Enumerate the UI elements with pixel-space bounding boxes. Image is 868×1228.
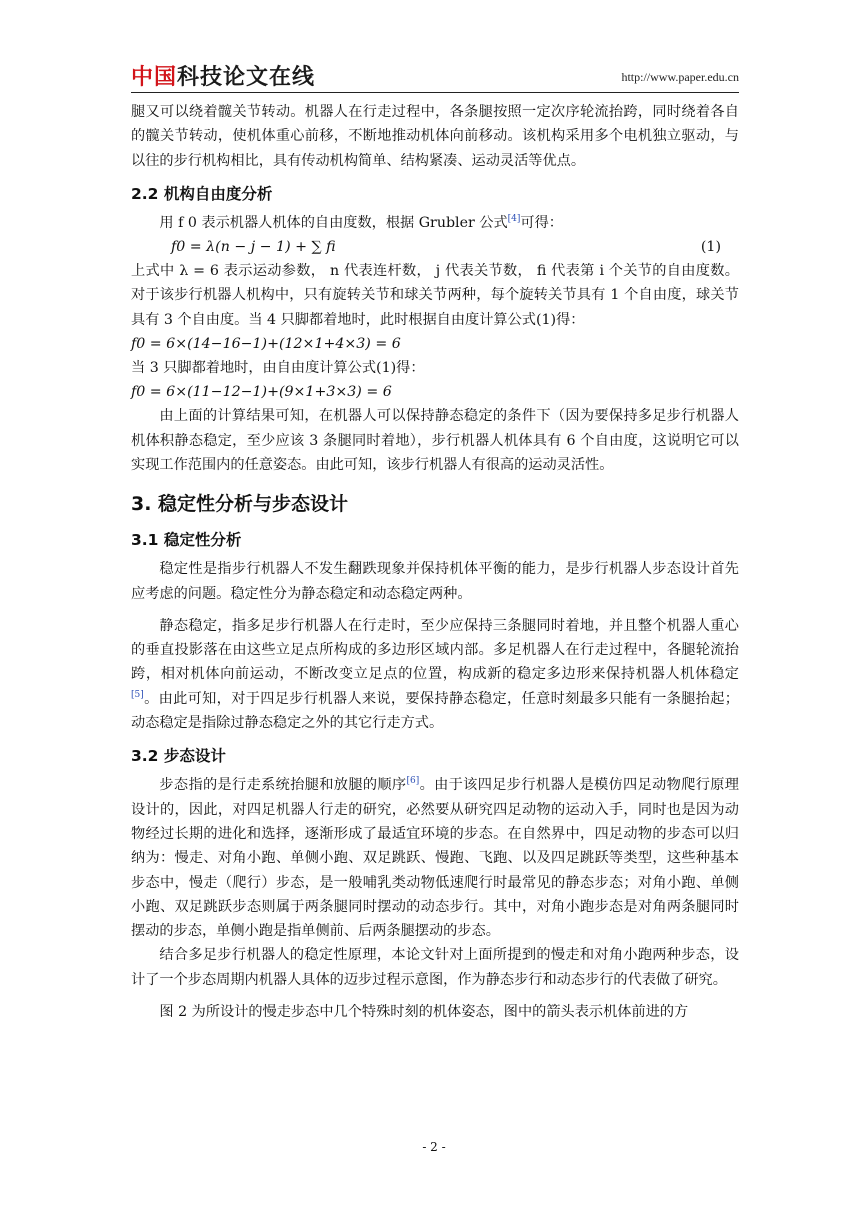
page-header	[131, 60, 739, 90]
logo-dark-text: 科技论文在线	[177, 65, 316, 90]
header-rule	[131, 92, 739, 93]
text-span: 可得：	[520, 214, 563, 231]
section-3-2-paragraph-1	[131, 773, 739, 943]
equation-3	[131, 380, 739, 404]
equation-1-number: (1)	[700, 239, 721, 256]
section-3-1-paragraph-1: 稳定性是指步行机器人不发生翻跌现象并保持机体平衡的能力，是步行机器人步态设计首先应考虑的问题。稳定性分为静态稳定和动态稳定两种。	[131, 561, 739, 602]
text-span: 。由此可知，对于四足步行机器人来说，要保持静态稳定，任意时刻最多只能有一条腿抬起；动态稳定是指除过静态稳定之外的其它行走方式。	[131, 690, 739, 732]
section-2-2-paragraph-2: 上式中 λ = 6 表示运动参数， n 代表连杆数， j 代表关节数， fi 代表第 i 个关节的自由度数。对于该步行机器人机构中，只有旋转关节和球关节两种，每个旋转关节具有 1 个自由度，球关节具有 3 个自由度。当 4 只脚都着地时，此时根据自由度计算公式(1)得：	[131, 263, 739, 328]
section-2-2-paragraph-3: 当 3 只脚都着地时，由自由度计算公式(1)得：	[131, 360, 425, 377]
page-content	[131, 100, 739, 1024]
citation-link[interactable]: [5]	[131, 689, 144, 700]
equation-3-formula: f0 = 6×(11−12−1)+(9×1+3×3) = 6	[131, 384, 392, 401]
paragraph-gap	[131, 992, 739, 1000]
section-2-2-paragraph-1	[131, 211, 739, 235]
section-2-2-paragraph-4: 由上面的计算结果可知，在机器人可以保持静态稳定的条件下（因为要保持多足步行机器人机体积静态稳定，至少应该 3 条腿同时着地），步行机器人机体具有 6 个自由度，这说明它可以实现工作范围内的任意姿态。由此可知，该步行机器人有很高的运动灵活性。	[131, 408, 739, 473]
citation-link[interactable]: [6]	[406, 776, 420, 787]
equation-1	[131, 235, 739, 259]
logo-red-text: 中国	[131, 65, 178, 90]
section-2-2-heading: 2.2 机构自由度分析	[131, 184, 273, 203]
section-3-1-heading: 3.1 稳定性分析	[131, 531, 242, 550]
text-span: 用 f 0 表示机器人机体的自由度数，根据 Grubler 公式	[159, 214, 508, 231]
intro-paragraph: 腿又可以绕着髋关节转动。机器人在行走过程中，各条腿按照一定次序轮流抬跨，同时绕着各自的髋关节转动，使机体重心前移，不断地推动机体向前移动。该机构采用多个电机独立驱动，与以往的步行机构相比，具有传动机构简单、结构紧凑、运动灵活等优点。	[131, 104, 739, 169]
paragraph-gap	[131, 606, 739, 614]
text-span: 静态稳定，指多足步行机器人在行走时，至少应保持三条腿同时着地，并且整个机器人重心的垂直投影落在由这些立足点所构成的多边形区域内部。多足机器人在行走过程中，各腿轮流抬跨，相对机体向前运动，不断改变立足点的位置，构成新的稳定多边形来保持机器人机体稳定	[131, 617, 739, 683]
page-number: - 2 -	[422, 1140, 446, 1154]
equation-1-formula: f0 = λ(n − j − 1) + ∑ fi	[171, 239, 336, 256]
section-3-2-paragraph-2: 结合多足步行机器人的稳定性原理，本论文针对上面所提到的慢走和对角小跑两种步态，设计了一个步态周期内机器人具体的迈步过程示意图，作为静态步行和动态步行的代表做了研究。	[131, 947, 739, 988]
section-3-1-paragraph-2	[131, 614, 739, 735]
equation-2-formula: f0 = 6×(14−16−1)+(12×1+4×3) = 6	[131, 336, 401, 353]
journal-logo	[131, 60, 315, 91]
section-3-2-heading: 3.2 步态设计	[131, 747, 226, 766]
equation-2	[131, 332, 739, 356]
section-3-heading: 3. 稳定性分析与步态设计	[131, 493, 349, 516]
text-span: 。由于该四足步行机器人是模仿四足动物爬行原理设计的，因此，对四足机器人行走的研究，必然要从研究四足动物的运动入手，同时也是因为动物经过长期的进化和选择，逐渐形成了最适宜环境的步态。在自然界中，四足动物的步态可以归纳为：慢走、对角小跑、单侧小跑、双足跳跃、慢跑、飞跑、以及四足跳跃等类型，这些种基本步态中，慢走（爬行）步态，是一般哺乳类动物低速爬行时最常见的静态步态；对角小跑、单侧小跑、双足跳跃步态则属于两条腿同时摆动的动态步行。其中，对角小跑步态是对角两条腿同时摆动的步态，单侧小跑是指单侧前、后两条腿摆动的步态。	[131, 777, 739, 940]
section-3-2-paragraph-3: 图 2 为所设计的慢走步态中几个特殊时刻的机体姿态，图中的箭头表示机体前进的方	[159, 1004, 689, 1021]
header-url[interactable]: http://www.paper.edu.cn	[621, 70, 739, 84]
citation-link[interactable]: [4]	[507, 213, 521, 224]
text-span: 步态指的是行走系统抬腿和放腿的顺序	[159, 777, 407, 794]
